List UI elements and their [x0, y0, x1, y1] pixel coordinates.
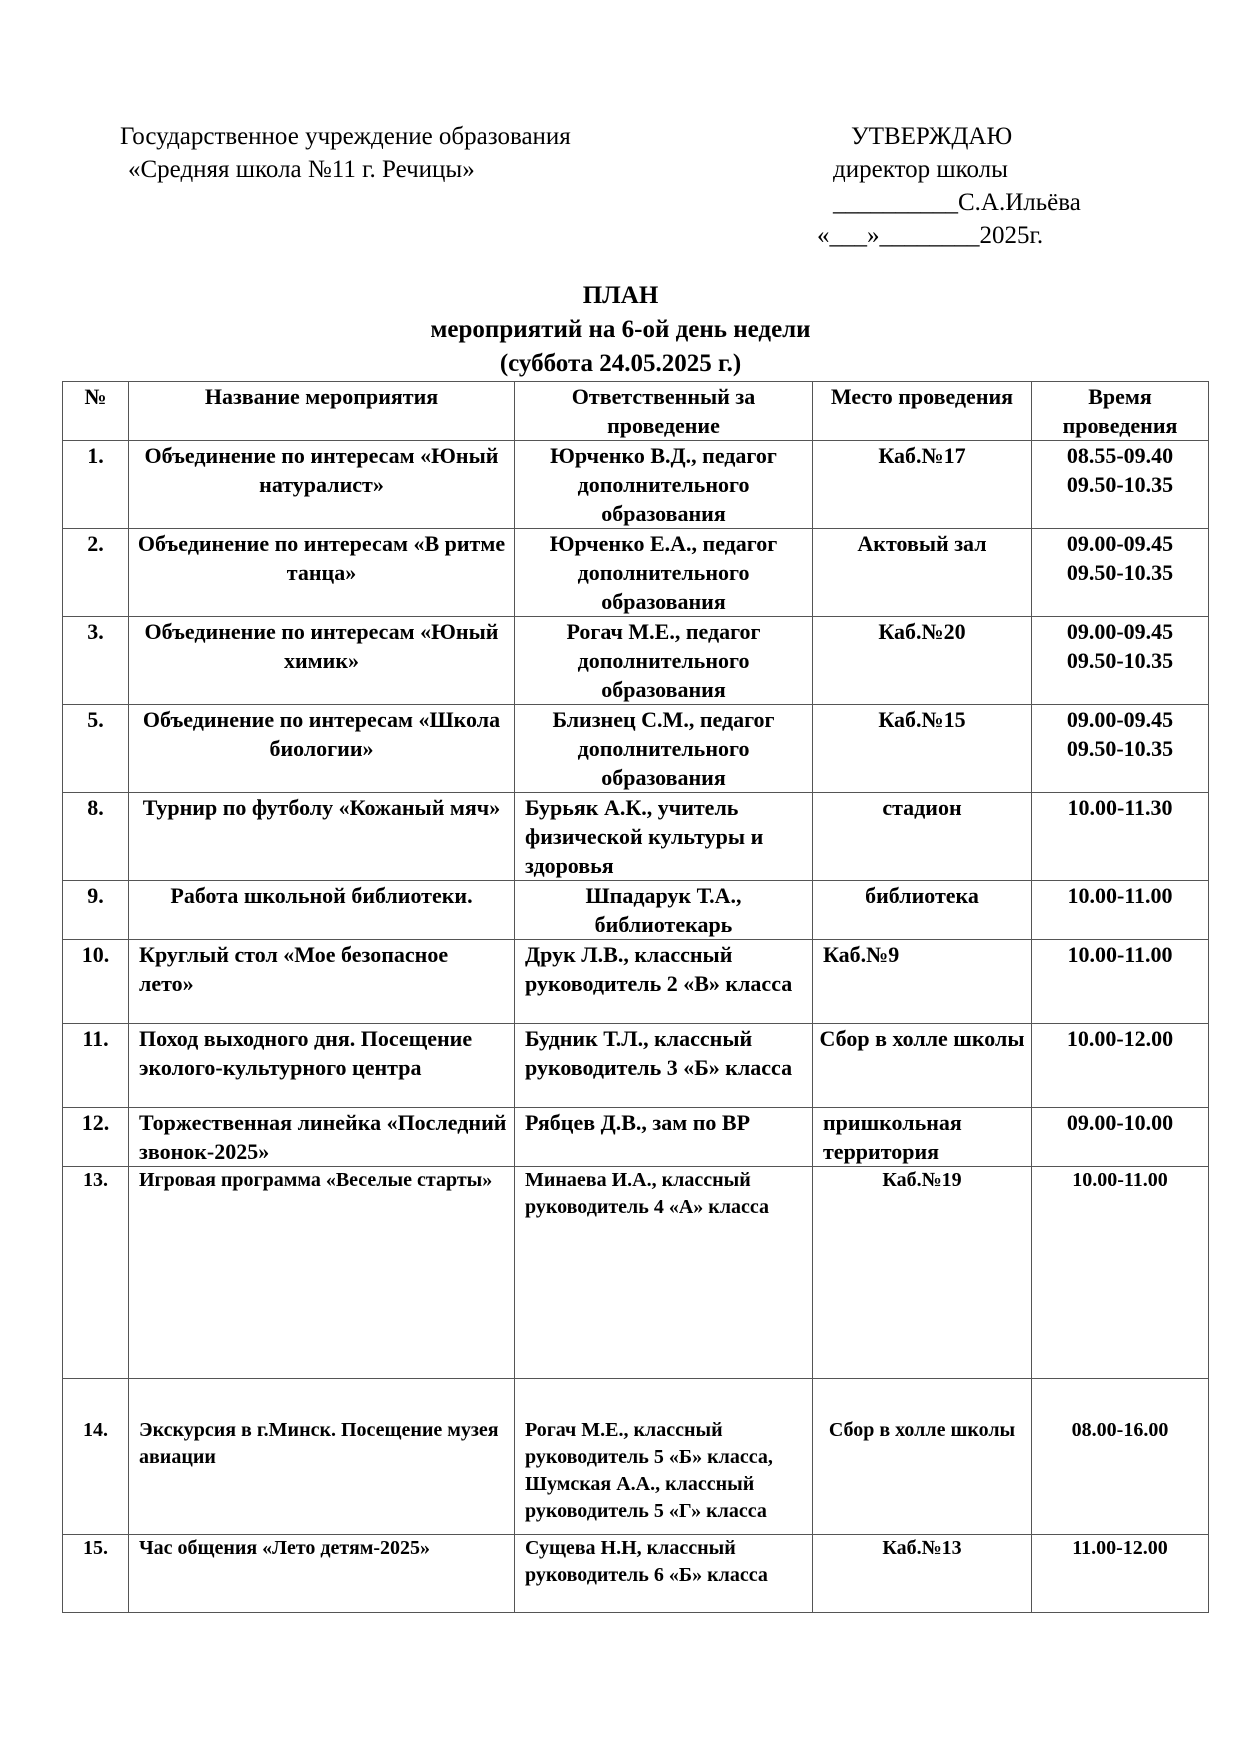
event-time: 09.00-09.45 09.50-10.35 — [1032, 617, 1209, 705]
organization-name-line2: «Средняя школа №11 г. Речицы» — [128, 156, 475, 183]
event-time: 10.00-11.00 — [1032, 940, 1209, 1024]
approver-signature: __________С.А.Ильёва — [833, 189, 1081, 216]
approval-heading: УТВЕРЖДАЮ — [851, 123, 1013, 150]
organization-header — [120, 120, 571, 186]
event-place: Актовый зал — [813, 529, 1032, 617]
row-number: 2. — [63, 529, 129, 617]
event-time: 08.00-16.00 — [1032, 1379, 1209, 1535]
table-header-row — [63, 382, 1209, 441]
event-name: Торжественная линейка «Последний звонок-2025» — [129, 1108, 515, 1167]
row-number: 3. — [63, 617, 129, 705]
event-responsible: Рогач М.Е., классный руководитель 5 «Б» класса, Шумская А.А., классный руководитель 5 «Г» класса — [515, 1379, 813, 1535]
event-responsible: Сущева Н.Н, классный руководитель 6 «Б» класса — [515, 1535, 813, 1613]
table-row — [63, 1024, 1209, 1108]
approver-position: директор школы — [833, 156, 1008, 183]
event-responsible: Юрченко В.Д., педагог дополнительного образования — [515, 441, 813, 529]
event-time: 10.00-12.00 — [1032, 1024, 1209, 1108]
column-header-name: Название мероприятия — [129, 382, 515, 441]
document-title: ПЛАН — [582, 282, 659, 309]
event-time: 10.00-11.30 — [1032, 793, 1209, 881]
row-number: 5. — [63, 705, 129, 793]
event-place: Сбор в холле школы — [813, 1379, 1032, 1535]
event-name: Поход выходного дня. Посещение эколого-культурного центра — [129, 1024, 515, 1108]
event-name: Объединение по интересам «Юный химик» — [129, 617, 515, 705]
event-time: 10.00-11.00 — [1032, 881, 1209, 940]
event-responsible: Близнец С.М., педагог дополнительного образования — [515, 705, 813, 793]
event-name: Объединение по интересам «Школа биологии» — [129, 705, 515, 793]
approval-block — [817, 120, 1081, 252]
event-responsible: Шпадарук Т.А., библиотекарь — [515, 881, 813, 940]
event-responsible: Бурьяк А.К., учитель физической культуры и здоровья — [515, 793, 813, 881]
table-row — [63, 1108, 1209, 1167]
organization-name-line1: Государственное учреждение образования — [120, 123, 571, 150]
approval-date: «___»________2025г. — [817, 222, 1044, 249]
row-number: 10. — [63, 940, 129, 1024]
event-time: 09.00-09.45 09.50-10.35 — [1032, 705, 1209, 793]
table-row — [63, 617, 1209, 705]
row-number: 11. — [63, 1024, 129, 1108]
event-name: Экскурсия в г.Минск. Посещение музея авиации — [129, 1379, 515, 1535]
row-number: 15. — [63, 1535, 129, 1613]
table-row — [63, 529, 1209, 617]
event-place: Каб.№17 — [813, 441, 1032, 529]
table-row — [63, 1379, 1209, 1535]
event-place: Каб.№13 — [813, 1535, 1032, 1613]
event-time: 11.00-12.00 — [1032, 1535, 1209, 1613]
event-responsible: Рябцев Д.В., зам по ВР — [515, 1108, 813, 1167]
column-header-responsible: Ответственный за проведение — [515, 382, 813, 441]
table-row — [63, 705, 1209, 793]
event-responsible: Юрченко Е.А., педагог дополнительного образования — [515, 529, 813, 617]
column-header-place: Место проведения — [813, 382, 1032, 441]
events-table — [62, 381, 1209, 1613]
table-row — [63, 940, 1209, 1024]
table-row — [63, 881, 1209, 940]
table-row — [63, 441, 1209, 529]
row-number: 12. — [63, 1108, 129, 1167]
row-number: 1. — [63, 441, 129, 529]
event-place: библиотека — [813, 881, 1032, 940]
event-name: Турнир по футболу «Кожаный мяч» — [129, 793, 515, 881]
table-row — [63, 1535, 1209, 1613]
event-time: 08.55-09.40 09.50-10.35 — [1032, 441, 1209, 529]
table-row — [63, 793, 1209, 881]
event-place: Каб.№15 — [813, 705, 1032, 793]
row-number: 9. — [63, 881, 129, 940]
event-name: Работа школьной библиотеки. — [129, 881, 515, 940]
event-responsible: Минаева И.А., классный руководитель 4 «А» класса — [515, 1167, 813, 1379]
event-responsible: Рогач М.Е., педагог дополнительного образования — [515, 617, 813, 705]
row-number: 14. — [63, 1379, 129, 1535]
event-place: стадион — [813, 793, 1032, 881]
event-place: пришкольная территория — [813, 1108, 1032, 1167]
event-name: Игровая программа «Веселые старты» — [129, 1167, 515, 1379]
document-date: (суббота 24.05.2025 г.) — [499, 350, 742, 377]
event-place: Сбор в холле школы — [813, 1024, 1032, 1108]
table-row — [63, 1167, 1209, 1379]
event-time: 09.00-10.00 — [1032, 1108, 1209, 1167]
row-number: 8. — [63, 793, 129, 881]
event-name: Объединение по интересам «В ритме танца» — [129, 529, 515, 617]
column-header-time: Время проведения — [1032, 382, 1209, 441]
event-name: Круглый стол «Мое безопасное лето» — [129, 940, 515, 1024]
row-number: 13. — [63, 1167, 129, 1379]
event-responsible: Друк Л.В., классный руководитель 2 «В» класса — [515, 940, 813, 1024]
event-responsible: Будник Т.Л., классный руководитель 3 «Б» класса — [515, 1024, 813, 1108]
event-time: 10.00-11.00 — [1032, 1167, 1209, 1379]
event-name: Объединение по интересам «Юный натуралист» — [129, 441, 515, 529]
document-subtitle: мероприятий на 6-ой день недели — [430, 316, 811, 343]
event-place: Каб.№19 — [813, 1167, 1032, 1379]
event-place: Каб.№20 — [813, 617, 1032, 705]
column-header-number: № — [63, 382, 129, 441]
event-time: 09.00-09.45 09.50-10.35 — [1032, 529, 1209, 617]
event-place: Каб.№9 — [813, 940, 1032, 1024]
event-name: Час общения «Лето детям-2025» — [129, 1535, 515, 1613]
